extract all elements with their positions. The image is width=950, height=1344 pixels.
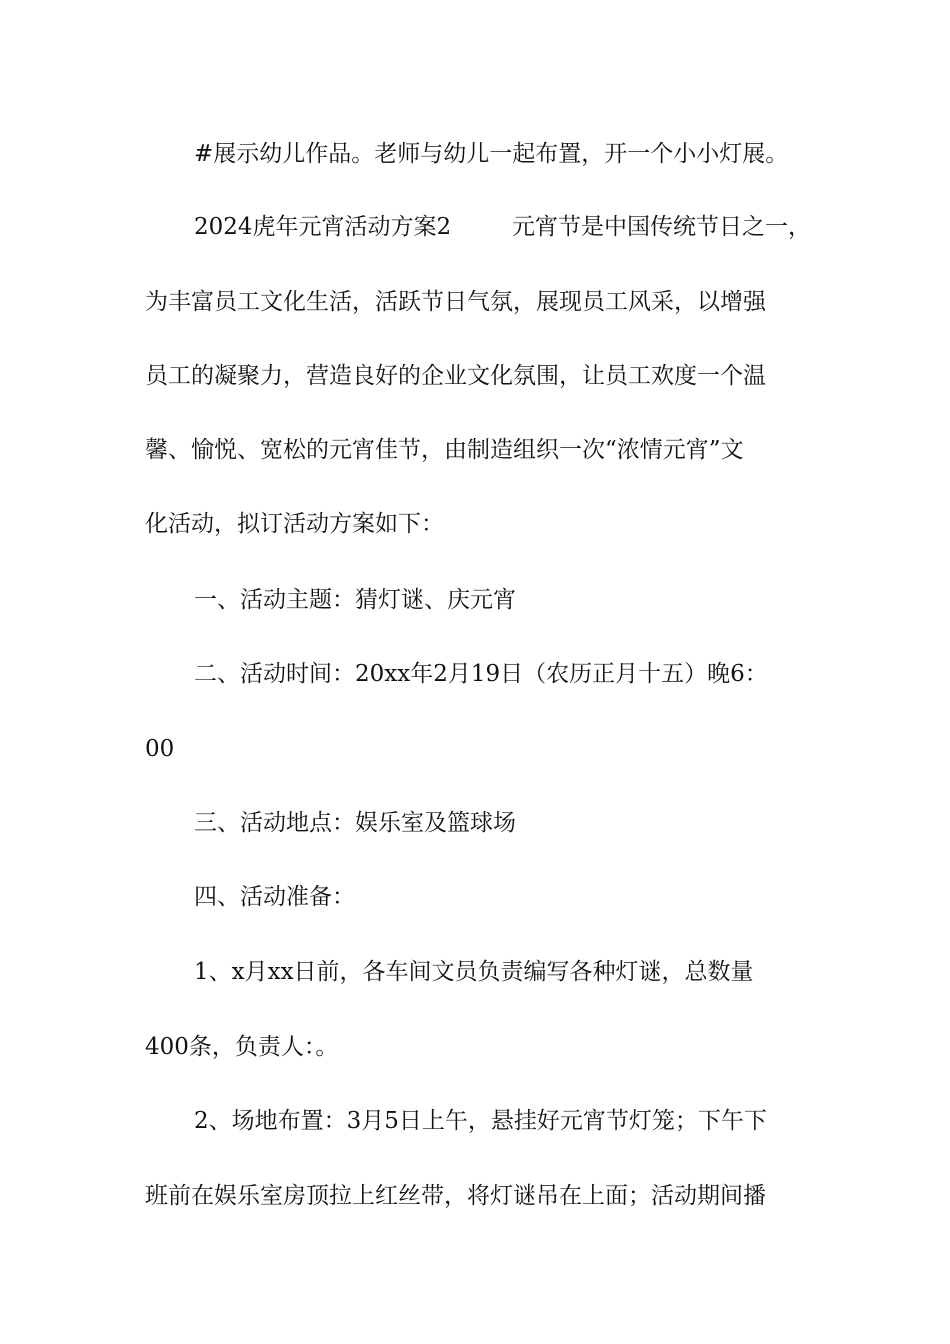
list-item-time: 二、活动时间：20xx年2月19日（农历正月十五）晚6： <box>194 661 768 687</box>
text-line: 00 <box>145 736 175 762</box>
text-line: 元宵节是中国传统节日之一， <box>512 214 811 240</box>
sub-item-2: 2、场地布置：3月5日上午，悬挂好元宵节灯笼；下午下 <box>194 1108 767 1134</box>
sub-item-1: 1、x月xx日前，各车间文员负责编写各种灯谜，总数量 <box>194 959 754 985</box>
text-line: 员工的凝聚力，营造良好的企业文化氛围，让员工欢度一个温 <box>145 363 766 389</box>
list-item-preparation: 四、活动准备： <box>194 884 355 910</box>
text-line: 化活动，拟订活动方案如下： <box>145 511 444 537</box>
list-item-theme: 一、活动主题：猜灯谜、庆元宵 <box>194 587 516 613</box>
text-line: #展示幼儿作品。老师与幼儿一起布置，开一个小小灯展。 <box>194 141 789 167</box>
text-line: 为丰富员工文化生活，活跃节日气氛，展现员工风采，以增强 <box>145 289 766 315</box>
text-line: 馨、愉悦、宽松的元宵佳节，由制造组织一次“浓情元宵”文 <box>145 437 744 463</box>
section-title: 2024虎年元宵活动方案2 <box>194 214 452 240</box>
text-line: 班前在娱乐室房顶拉上红丝带，将灯谜吊在上面；活动期间播 <box>145 1183 766 1209</box>
list-item-location: 三、活动地点：娱乐室及篮球场 <box>194 810 516 836</box>
text-line: 400条，负责人：。 <box>145 1034 339 1060</box>
